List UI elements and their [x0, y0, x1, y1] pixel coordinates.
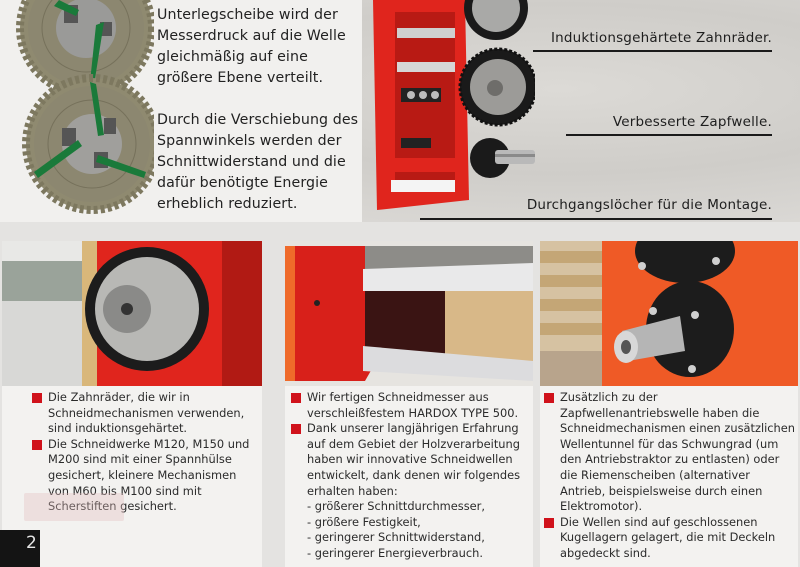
- bullet-square-icon: [544, 393, 554, 403]
- list-item: [544, 390, 796, 515]
- sub-list-item: - größerer Schnittdurchmesser,: [307, 499, 485, 514]
- list-item: [291, 421, 531, 561]
- page-number: 2: [26, 533, 37, 553]
- sub-list-item: - geringerer Schnittwiderstand,: [307, 530, 485, 545]
- feature-list: [544, 390, 796, 562]
- list-item: [544, 515, 796, 562]
- sub-list-item: - größere Festigkeit,: [307, 514, 421, 529]
- callout-line: [566, 134, 772, 136]
- feature-list: [291, 390, 531, 562]
- bullet-square-icon: [291, 424, 301, 434]
- feature-column-blades: [285, 241, 533, 567]
- gear-illustration-icon: [4, 0, 154, 215]
- intro-panel: [0, 0, 362, 222]
- list-item: [291, 390, 531, 421]
- benefits-list: [307, 499, 531, 561]
- bullet-square-icon: [544, 518, 554, 528]
- watermark-logo: [24, 493, 124, 521]
- bullet-square-icon: [32, 393, 42, 403]
- bullet-square-icon: [32, 440, 42, 450]
- callout-line: [533, 50, 772, 52]
- bullet-text: Die Wellen sind auf geschlossenen Kugellagern gelagert, die mit Deckeln abgedeckt sind.: [560, 514, 776, 560]
- intro-text: [157, 5, 362, 215]
- sub-list-item: - geringerer Energieverbrauch.: [307, 545, 483, 560]
- bullet-text: Zusätzlich zu der Zapfwellenantriebswelle haben die Schneidmechanismen einen zusätzlichen Wellentunnel für das Schwungrad (um den Antriebstraktor zu entlasten) oder die Riemenscheiben (alternativer Antrieb, beispielsweise durch einen Elektromotor).: [560, 390, 795, 514]
- intro-paragraph-1: Unterlegscheibe wird der Messerdruck auf die Welle gleichmäßig auf eine größere Ebene verteilt.: [157, 7, 346, 86]
- cutting-mechanism-photo: [365, 0, 535, 215]
- bullet-text: Die Schneidwerke M120, M150 und M200 sind mit einer Spannhülse gesichert, kleinere Mechanismen von M60 bis M100 sind mit Scherstiften gesichert.: [48, 436, 250, 514]
- bullet-text: Die Zahnräder, die wir in Schneidmechanismen verwenden, sind induktionsgehärtet.: [48, 390, 245, 436]
- bullet-text: Dank unserer langjährigen Erfahrung auf dem Gebiet der Holzverarbeitung haben wir innovative Schneidwellen entwickelt, dank denen wir folgendes erhalten haben:: [307, 421, 521, 498]
- list-item: [32, 390, 258, 437]
- callout-induction-gears: Induktionsgehärtete Zahnräder.: [550, 30, 772, 46]
- bullet-text: Wir fertigen Schneidmesser aus verschleißfestem HARDOX TYPE 500.: [307, 390, 519, 420]
- bullet-square-icon: [291, 393, 301, 403]
- callout-line: [420, 218, 772, 220]
- top-section: [0, 0, 800, 222]
- page-number-badge: [0, 530, 40, 567]
- gear-closeup-photo: [2, 241, 262, 386]
- intro-paragraph-2: Durch die Verschiebung des Spannwinkels werden der Schnittwiderstand und die dafür benötigte Energie erheblich reduziert.: [157, 112, 359, 212]
- blade-closeup-photo: [285, 241, 533, 386]
- callout-mounting-holes: Durchgangslöcher für die Montage.: [526, 197, 772, 213]
- feature-column-shafts: [540, 241, 798, 567]
- pto-shaft-photo: [540, 241, 798, 386]
- callout-pto-shaft: Verbesserte Zapfwelle.: [612, 114, 772, 130]
